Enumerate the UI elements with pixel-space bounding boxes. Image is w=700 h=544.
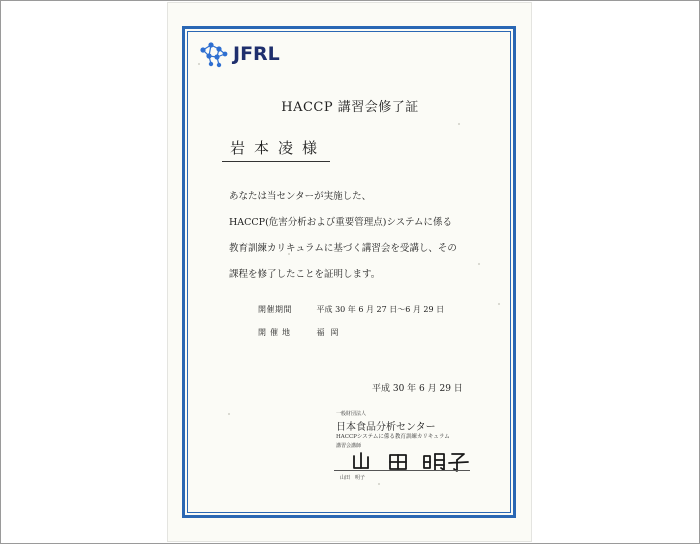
certificate-title: HACCP 講習会修了証 bbox=[281, 100, 419, 115]
issuer-org-type: 一般財団法人 bbox=[336, 411, 367, 417]
logo-text: JFRL bbox=[233, 43, 280, 65]
body-line: HACCP(危害分析および重要管理点)システムに係る bbox=[229, 217, 453, 228]
event-venue-row bbox=[258, 327, 345, 338]
issuer-title: 講習会講師 bbox=[336, 443, 362, 449]
issuer-curriculum: HACCPシステムに係る教育訓練カリキュラム bbox=[336, 434, 450, 440]
body-line: 課程を修了したことを証明します。 bbox=[229, 269, 381, 280]
jfrl-logo bbox=[197, 38, 297, 70]
signer-printed-name: 山田 明子 bbox=[340, 475, 366, 481]
event-venue-value: 福岡 bbox=[316, 328, 345, 337]
event-period-row bbox=[258, 304, 444, 315]
recipient-underline bbox=[222, 161, 330, 162]
event-period-value: 平成 30 年 6 月 27 日〜6 月 29 日 bbox=[316, 305, 445, 314]
event-venue-label: 開催地 bbox=[258, 328, 294, 337]
event-period-label: 開催期間 bbox=[258, 305, 292, 314]
issue-date: 平成 30 年 6 月 29 日 bbox=[372, 384, 463, 394]
recipient-name: 岩本凌様 bbox=[230, 139, 327, 157]
molecule-network-icon bbox=[197, 40, 231, 68]
issuer-org-name: 日本食品分析センター bbox=[336, 422, 436, 433]
body-line: あなたは当センターが実施した、 bbox=[229, 191, 372, 202]
signature-line bbox=[334, 470, 470, 471]
body-line: 教育訓練カリキュラムに基づく講習会を受講し、その bbox=[229, 243, 457, 254]
certificate-body bbox=[229, 184, 499, 288]
